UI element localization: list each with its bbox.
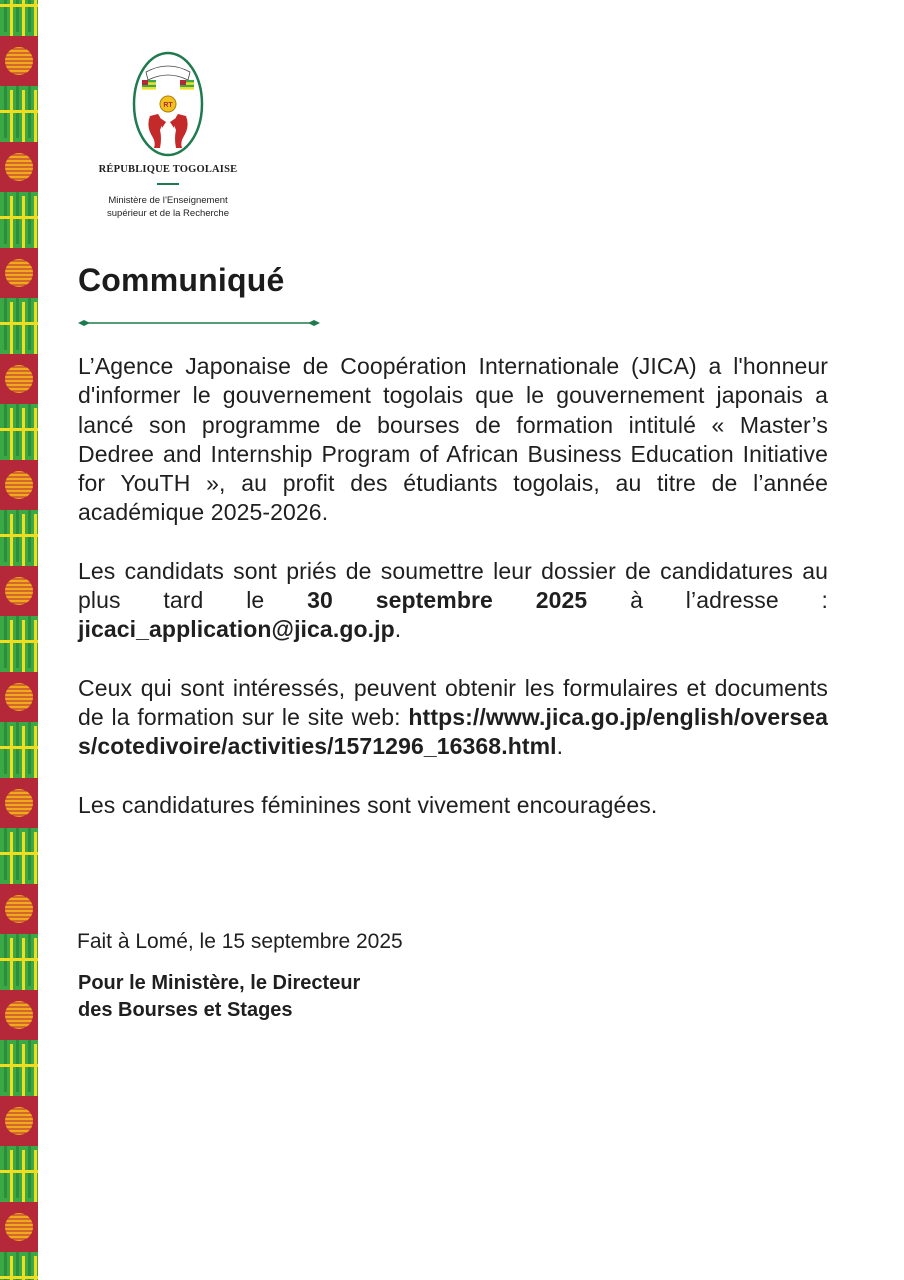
border-medallion xyxy=(5,577,33,605)
website-text-before: Ceux qui sont intéressés, peuvent obtenir les formulaires et documents de la formation sur le site web: xyxy=(78,674,828,730)
paragraph-deadline xyxy=(78,557,828,645)
deadline-text-before: Les candidats sont priés de soumettre leur dossier de candidatures au plus tard le xyxy=(78,557,828,614)
emblem-divider xyxy=(157,183,179,185)
paragraph-website xyxy=(78,674,828,762)
page-title: Communiqué xyxy=(78,262,285,298)
paragraph-encouragement: Les candidatures féminines sont vivement encouragées. xyxy=(78,791,658,818)
border-medallion xyxy=(5,153,33,181)
border-medallion xyxy=(5,789,33,817)
svg-text:RT: RT xyxy=(163,102,173,109)
deadline-text-middle: à l’adresse : xyxy=(587,587,829,614)
application-email[interactable]: jicaci_application@jica.go.jp xyxy=(78,616,395,643)
ministry-line-1: Ministère de l’Enseignement xyxy=(108,195,228,206)
paragraph-announcement: L’Agence Japonaise de Coopération Internationale (JICA) a l'honneur d'informer le gouvernement togolais que le gouvernement japonais a lancé son programme de bourses de formation intitulé « Master’s Dedree and Internship Program of African Business Education Initiative for YouTH », au profit des étudiants togolais, au titre de l’année académique 2025-2026. xyxy=(78,353,828,526)
ministry-name xyxy=(98,194,238,220)
deadline-text-end: . xyxy=(394,616,402,643)
border-medallion xyxy=(5,1001,33,1029)
signature-line-2: des Bourses et Stages xyxy=(78,999,293,1021)
border-medallion xyxy=(5,259,33,287)
website-text-end: . xyxy=(556,733,564,760)
republic-emblem xyxy=(98,50,238,220)
decorative-border xyxy=(0,0,38,1280)
border-medallion xyxy=(5,1107,33,1135)
border-medallion xyxy=(5,1213,33,1241)
signature-line-1: Pour le Ministère, le Directeur xyxy=(78,972,361,994)
border-medallion xyxy=(5,895,33,923)
website-url[interactable]: https://www.jica.go.jp/english/overseas/cotedivoire/activities/1571296_16368.html xyxy=(78,703,828,760)
ministry-line-2: supérieur et de la Recherche xyxy=(107,208,229,219)
deadline-date: 30 septembre 2025 xyxy=(307,587,588,614)
border-medallion xyxy=(5,471,33,499)
border-medallion xyxy=(5,365,33,393)
title-underline xyxy=(78,318,320,328)
coat-of-arms-icon xyxy=(132,50,204,158)
communique-body xyxy=(78,352,828,820)
border-medallion xyxy=(5,683,33,711)
republic-name: RÉPUBLIQUE TOGOLAISE xyxy=(98,164,238,175)
date-line: Fait à Lomé, le 15 septembre 2025 xyxy=(77,930,403,953)
kente-pattern xyxy=(0,0,38,1280)
border-medallion xyxy=(5,47,33,75)
signature-block xyxy=(78,970,360,1024)
